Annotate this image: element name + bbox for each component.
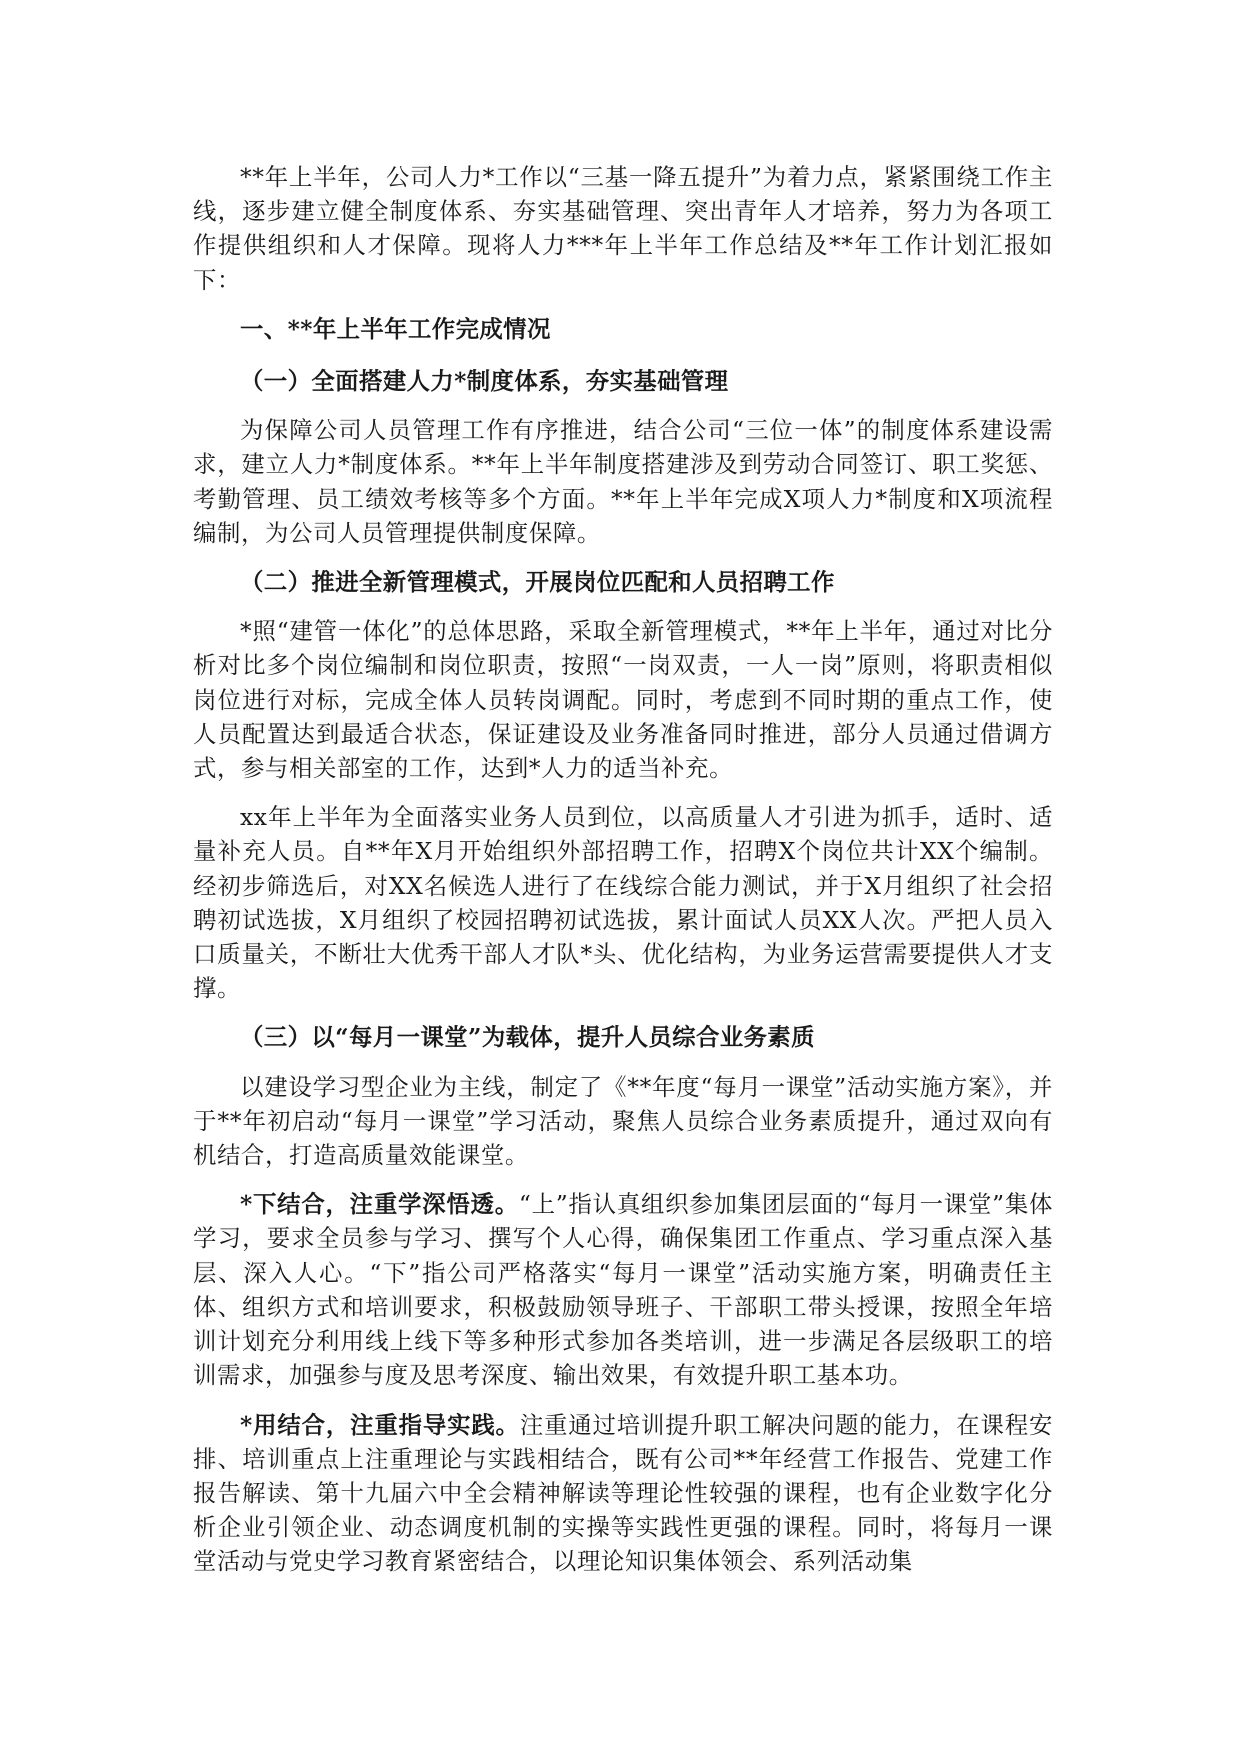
section-heading-1: 一、**年上半年工作完成情况: [240, 314, 551, 343]
intro-paragraph: **年上半年，公司人力*工作以“三基一降五提升”为着力点，紧紧围绕工作主线，逐步建立健全制度体系、夯实基础管理、突出青年人才培养，努力为各项工作提供组织和人才保障。现将人力***年上半年工作总结及**年工作计划汇报如下：: [193, 163, 1053, 294]
sub-heading-1: （一）全面搭建人力*制度体系，夯实基础管理: [240, 367, 729, 396]
sub3-paragraph-2-lead: *下结合，注重学深悟透。: [240, 1190, 519, 1219]
sub3-paragraph-3: [193, 1408, 1053, 1579]
sub-heading-3: （三）以“每月一课堂”为载体，提升人员综合业务素质: [240, 1023, 815, 1052]
sub2-paragraph-1: *照“建管一体化”的总体思路，采取全新管理模式，**年上半年，通过对比分析对比多个岗位编制和岗位职责，按照“一岗双责，一人一岗”原则，将职责相似岗位进行对标，完成全体人员转岗调配。同时，考虑到不同时期的重点工作，使人员配置达到最适合状态，保证建设及业务准备同时推进，部分人员通过借调方式，参与相关部室的工作，达到*人力的适当补充。: [193, 617, 1053, 783]
sub3-paragraph-3-lead: *用结合，注重指导实践。: [240, 1410, 520, 1439]
sub1-paragraph-1: 为保障公司人员管理工作有序推进，结合公司“三位一体”的制度体系建设需求，建立人力*制度体系。**年上半年制度搭建涉及到劳动合同签订、职工奖惩、考勤管理、员工绩效考核等多个方面。**年上半年完成X项人力*制度和X项流程编制，为公司人员管理提供制度保障。: [193, 416, 1053, 547]
document-page: [193, 160, 1053, 1594]
sub-heading-2: （二）推进全新管理模式，开展岗位匹配和人员招聘工作: [240, 568, 835, 597]
sub3-paragraph-3-body: 注重通过培训提升职工解决问题的能力，在课程安排、培训重点上注重理论与实践相结合，既有公司**年经营工作报告、党建工作报告解读、第十九届六中全会精神解读等理论性较强的课程，也有企业数字化分析企业引领企业、动态调度机制的实操等实践性更强的课程。同时，将每月一课堂活动与党史学习教育紧密结合，以理论知识集体领会、系列活动集: [193, 1410, 1053, 1576]
sub3-paragraph-2: [193, 1187, 1053, 1392]
sub2-paragraph-2: xx年上半年为全面落实业务人员到位，以高质量人才引进为抓手，适时、适量补充人员。自**年X月开始组织外部招聘工作，招聘X个岗位共计XX个编制。经初步筛选后，对XX名候选人进行了在线综合能力测试，并于X月组织了社会招聘初试选拔，X月组织了校园招聘初试选拔，累计面试人员XX人次。严把人员入口质量关，不断壮大优秀干部人才队*头、优化结构，为业务运营需要提供人才支撑。: [193, 803, 1053, 1003]
sub3-paragraph-1: 以建设学习型企业为主线，制定了《**年度“每月一课堂”活动实施方案》，并于**年初启动“每月一课堂”学习活动，聚焦人员综合业务素质提升，通过双向有机结合，打造高质量效能课堂。: [193, 1072, 1053, 1170]
sub3-paragraph-2-body: “上”指认真组织参加集团层面的“每月一课堂”集体学习，要求全员参与学习、撰写个人心得，确保集团工作重点、学习重点深入基层、深入人心。“下”指公司严格落实“每月一课堂”活动实施方案，明确责任主体、组织方式和培训要求，积极鼓励领导班子、干部职工带头授课，按照全年培训计划充分利用线上线下等多种形式参加各类培训，进一步满足各层级职工的培训需求，加强参与度及思考深度、输出效果，有效提升职工基本功。: [193, 1190, 1054, 1390]
